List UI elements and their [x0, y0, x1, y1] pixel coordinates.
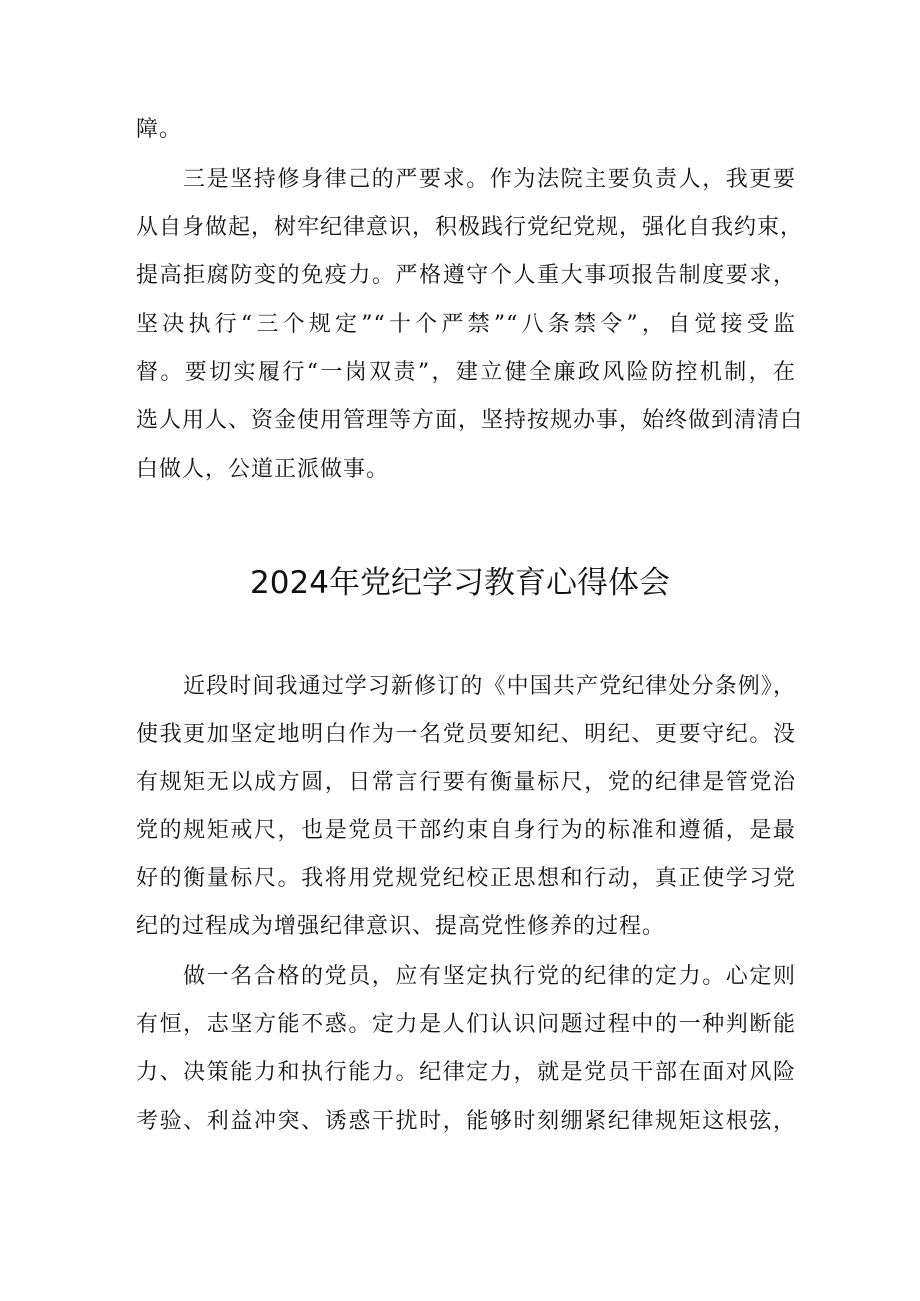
- paragraph-line: 提高拒腐防变的免疫力。严格遵守个人重大事项报告制度要求，: [136, 263, 796, 288]
- paragraph-line: 有规矩无以成方圆，日常言行要有衡量标尺，党的纪律是管党治: [136, 770, 796, 795]
- paragraph-line: 白做人，公道正派做事。: [136, 457, 390, 482]
- paragraph-line: 近段时间我通过学习新修订的《中国共产党纪律处分条例》，: [183, 674, 796, 699]
- document-title: 2024年党纪学习教育心得体会: [250, 565, 670, 601]
- paragraph-line: 障。: [136, 117, 183, 142]
- paragraph-line: 好的衡量标尺。我将用党规党纪校正思想和行动，真正使学习党: [136, 866, 796, 891]
- paragraph-line: 力、决策能力和执行能力。纪律定力，就是党员干部在面对风险: [136, 1060, 796, 1085]
- paragraph-line: 党的规矩戒尺，也是党员干部约束自身行为的标准和遵循，是最: [136, 818, 796, 843]
- paragraph-line: 三是坚持修身律己的严要求。作为法院主要负责人，我更要: [183, 167, 796, 192]
- paragraph-line: 从自身做起，树牢纪律意识，积极践行党纪党规，强化自我约束，: [136, 215, 804, 240]
- paragraph-line: 使我更加坚定地明白作为一名党员要知纪、明纪、更要守纪。没: [136, 722, 796, 747]
- paragraph-line: 纪的过程成为增强纪律意识、提高党性修养的过程。: [136, 914, 666, 939]
- paragraph-line: 督。要切实履行“一岗双责”，建立健全廉政风险防控机制，在: [136, 360, 796, 385]
- paragraph-line: 选人用人、资金使用管理等方面，坚持按规办事，始终做到清清白: [136, 408, 804, 433]
- paragraph-line: 考验、利益冲突、诱惑干扰时，能够时刻绷紧纪律规矩这根弦，: [136, 1109, 796, 1134]
- paragraph-line: 坚决执行“三个规定”“十个严禁”“八条禁令”，自觉接受监: [136, 312, 796, 337]
- paragraph-line: 做一名合格的党员，应有坚定执行党的纪律的定力。心定则: [183, 964, 796, 989]
- paragraph-line: 有恒，志坚方能不惑。定力是人们认识问题过程中的一种判断能: [136, 1012, 796, 1037]
